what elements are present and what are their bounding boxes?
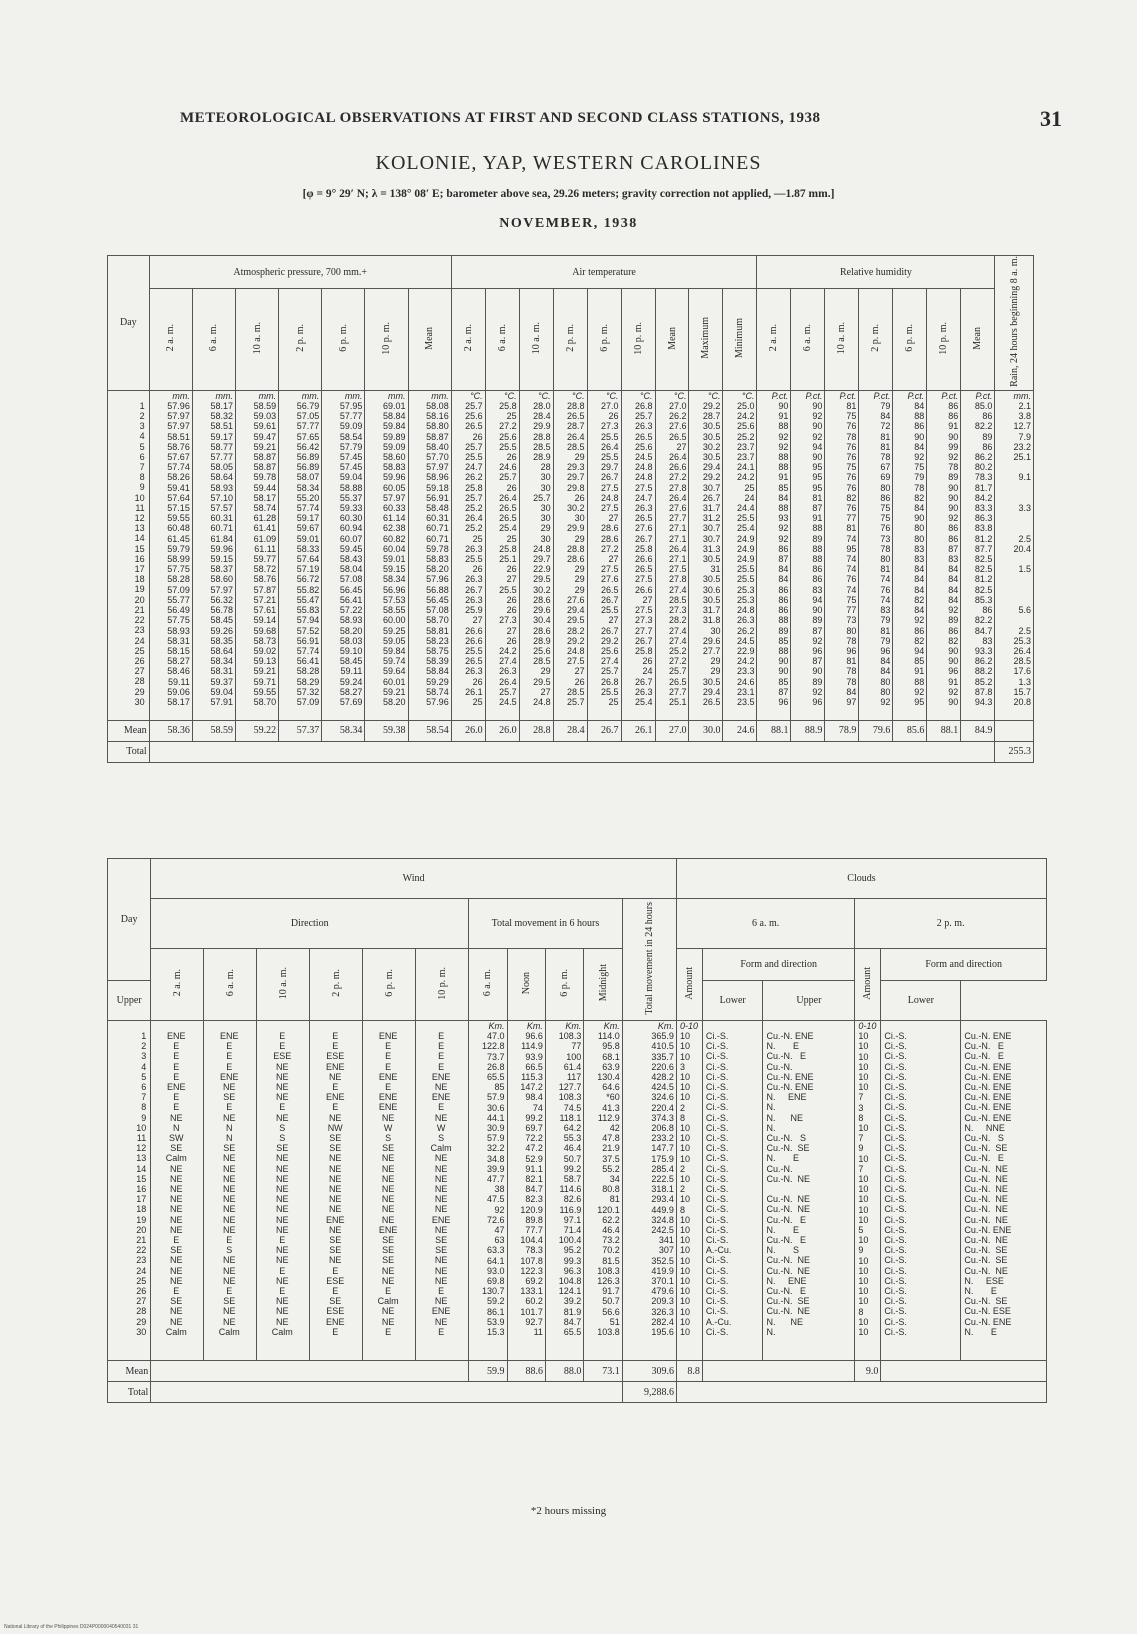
- mean-row: [108, 720, 1034, 741]
- col-header: Mean: [408, 289, 451, 391]
- col-header: Noon: [507, 949, 545, 1021]
- mean-blank: [881, 1361, 1047, 1382]
- amount-6am-header: Amount: [676, 949, 702, 1021]
- col-header: Mean: [961, 289, 995, 391]
- rh-2pm-column: P.ct. 79 84 72 81 81 78 67 69 80 86 75 75 76 73 78 80 81 74 76 74 83 79 81 79 96 84 84 80 80 92: [859, 390, 893, 720]
- temp-min-column: °C. 25.0 24.2 25.6 25.2 23.7 23.7 24.1 24.2 25 24 24.4 25.5 25.4 24.9 24.9 24.9 25.5 25.5 25.3 25.3 24.8 26.3 26.2 24.5 22.9 24.2 23.3 24.6 23.1 23.5: [723, 390, 757, 720]
- temp-2am-column: °C. 25.7 25.6 26.5 26 25.7 25.5 24.7 26.2 25.8 25.7 25.2 26.4 25.2 25 26.3 25.5 26 26.3 26.7 26.3 25.9 27 26.6 26.6 25.5 26.5 26.3 26 26.1 25: [451, 390, 485, 720]
- station-coordinates: [φ = 9° 29′ N; λ = 138° 08′ E; barometer above sea, 29.26 meters; gravity correction not applied, —1.87 mm.]: [302, 188, 835, 200]
- running-title: METEOROLOGICAL OBSERVATIONS AT FIRST AND SECOND CLASS STATIONS, 1938: [180, 110, 821, 126]
- mean-cell: 27.0: [655, 720, 689, 741]
- mean-cell: 28.4: [553, 720, 587, 741]
- col-header: 10 a. m.: [519, 289, 553, 391]
- col-header: 2 a. m.: [149, 289, 192, 391]
- movement-midnight-column: Km. 114.0 95.8 68.1 63.9 130.4 64.6 *60 41.3 112.9 42 47.8 21.9 37.5 55.2 34 80.8 81 120.1 62.2 46.4 73.2 70.2 81.5 108.3 126.3 91.7 50.7 56.6 51 103.8: [584, 1021, 622, 1361]
- total-label: Total: [108, 1382, 151, 1403]
- mean-cell: 59.22: [235, 720, 278, 741]
- col-header: 10 a. m.: [825, 289, 859, 391]
- mean-cell: 9.0: [855, 1361, 881, 1382]
- pressure-6am-column: mm. 58.17 58.32 58.51 59.17 58.77 57.77 58.05 58.64 58.93 57.10 57.57 60.31 60.71 61.84 59.96 59.15 58.37 58.60 57.97 56.32 56.78 58.45 59.26 58.35 58.64 58.34 58.31 59.37 59.04 57.91: [192, 390, 235, 720]
- rh-6am-column: P.ct. 90 92 90 92 94 90 95 95 95 81 87 91 88 89 88 88 86 86 83 94 90 89 87 92 96 87 90 89 92 96: [791, 390, 825, 720]
- col-header: 2 p. m.: [310, 949, 363, 1021]
- mean-cell: 59.9: [469, 1361, 507, 1382]
- temp-6pm-column: °C. 27.0 26 27.3 25.5 26.4 25.5 29.7 26.7 27.5 24.8 27.5 27 28.6 28.6 27.2 27 27.5 27.6 26.5 26.7 25.5 27 26.7 29.2 25.6 27.4 25.7 26.8 25.5 25: [587, 390, 621, 720]
- col-header: 6 p. m.: [363, 949, 416, 1021]
- direction-2pm-column: E E ESE ENE NE E ENE E NE NW SE SE NE NE NE NE NE NE ENE NE SE SE NE E ESE E SE ESE ENE E: [310, 1021, 363, 1361]
- day-column: 1 2 3 4 5 6 7 8 9 10 11 12 13 14 15 16 17 18 19 20 21 22 23 24 25 26 27 28 29 30: [108, 390, 150, 720]
- mean-cell: 59.38: [365, 720, 408, 741]
- direction-10pm-column: E E E E ENE NE ENE E NE W S Calm NE NE NE NE NE NE ENE NE SE SE NE NE NE E NE ENE NE E: [416, 1021, 469, 1361]
- station-title: KOLONIE, YAP, WESTERN CAROLINES: [375, 152, 762, 174]
- upper-header: Upper: [108, 981, 151, 1021]
- col-header: 10 p. m.: [416, 949, 469, 1021]
- mean-cell: 73.1: [584, 1361, 622, 1382]
- form-6am-header: Form and direction: [702, 949, 855, 981]
- mean-cell: 57.37: [279, 720, 322, 741]
- cloud-upper-2pm-column: Ci.-S. Ci.-S. Ci.-S. Ci.-S. Ci.-S. Ci.-S. Ci.-S. Ci.-S. Ci.-S. Ci.-S. Ci.-S. Ci.-S. Ci.-S. Ci.-S. Ci.-S. Ci.-S. Ci.-S. Ci.-S. Ci.-S. Ci.-S. Ci.-S. Ci.-S. Ci.-S. Ci.-S. Ci.-S. Ci.-S. Ci.-S. Ci.-S. Ci.-S. Ci.-S.: [881, 1021, 961, 1361]
- mean-cell: [995, 720, 1034, 741]
- col-header: Minimum: [723, 289, 757, 391]
- total-movement-header: Total movement in 24 hours: [622, 899, 676, 1021]
- temp-6am-column: °C. 25.8 25 27.2 25.6 25.5 26 24.6 25.7 26 26.4 26.5 26.5 25.4 25 25.8 25.1 26 27 25.5 26 26 27.3 27 26 24.2 27.4 26.3 26.4 25.7 24.5: [485, 390, 519, 720]
- direction-header: Direction: [151, 899, 469, 949]
- lower-header: Lower: [881, 981, 961, 1021]
- movement-header: Total movement in 6 hours: [469, 899, 623, 949]
- pressure-temperature-humidity-table: [107, 255, 1034, 763]
- total-blank: [149, 741, 995, 762]
- mean-cell: 28.8: [519, 720, 553, 741]
- pressure-header: Atmospheric pressure, 700 mm.+: [149, 256, 451, 289]
- col-header: Midnight: [584, 949, 622, 1021]
- col-header: 2 p. m.: [553, 289, 587, 391]
- rh-mean-column: P.ct. 85.0 86 82.2 89 86 86.2 80.2 78.3 81.7 84.2 83.3 86.3 83.8 81.2 87.7 82.5 82.5 81.2 82.5 85.3 86 82.2 84.7 83 93.3 86.2 88.2 85.2 87.8 94.3: [961, 390, 995, 720]
- mean-cell: 88.1: [927, 720, 961, 741]
- mean-blank: [151, 1361, 469, 1382]
- mean-blank: [702, 1361, 855, 1382]
- col-header: 10 a. m.: [235, 289, 278, 391]
- mean-row: [108, 1361, 1047, 1382]
- scan-credit: National Library of the Philippines D024P0000040540031 31: [4, 1624, 139, 1630]
- col-header: 6 p. m.: [893, 289, 927, 391]
- pressure-2am-column: mm. 57.96 57.97 57.97 58.51 58.76 57.67 57.74 58.26 59.41 57.64 57.15 59.55 60.48 61.45 59.79 58.99 57.75 58.28 57.09 55.77 56.49 57.75 58.93 58.31 58.15 58.27 58.46 59.11 59.06 58.17: [149, 390, 192, 720]
- movement-total-column: Km. 365.9 410.5 335.7 220.6 428.2 424.5 324.6 220.4 374.3 206.8 233.2 147.7 175.9 285.4 222.5 318.1 293.4 449.9 324.8 242.5 341 307 352.5 419.9 370.1 479.6 209.3 326.3 282.4 195.6: [622, 1021, 676, 1361]
- cloud-lower-2pm-column: Cu.-N. ENE Cu.-N. E Cu.-N. E Cu.-N. ENE Cu.-N. ENE Cu.-N. ENE Cu.-N. ENE Cu.-N. ENE Cu.-N. ENE N. NNE Cu.-N. S Cu.-N. SE Cu.-N. E Cu.-N. NE Cu.-N. NE Cu.-N. NE Cu.-N. NE Cu.-N. NE Cu.-N. NE Cu.-N. ENE Cu.-N. NE Cu.-N. SE Cu.-N. SE Cu.-N. NE N. ESE N. E Cu.-N. SE Cu.-N. ESE Cu.-N. ENE N. E: [961, 1021, 1047, 1361]
- mean-cell: 88.1: [757, 720, 791, 741]
- pressure-10am-column: mm. 58.59 59.03 59.61 59.47 59.21 58.87 58.87 59.78 59.44 58.17 58.74 61.28 61.41 61.09 61.11 59.77 58.72 58.76 57.87 57.21 57.61 59.14 59.68 58.73 59.02 59.13 59.21 59.71 59.55 58.70: [235, 390, 278, 720]
- temp-10am-column: °C. 28.0 28.4 29.9 28.8 28.5 28.9 28 30 30 25.7 30 30 29 30 24.8 29.7 22.9 29.5 30.2 28.6 29.6 30.4 28.6 28.9 25.6 28.5 29 29.5 27 24.8: [519, 390, 553, 720]
- clouds-2pm-header: 2 p. m.: [855, 899, 1047, 949]
- col-header: Mean: [655, 289, 689, 391]
- col-header: Maximum: [689, 289, 723, 391]
- air-temperature-header: Air temperature: [451, 256, 757, 289]
- mean-cell: 58.34: [322, 720, 365, 741]
- form-2pm-header: Form and direction: [881, 949, 1047, 981]
- col-header: 6 p. m.: [322, 289, 365, 391]
- movement-6pm-column: Km. 108.3 77 100 61.4 117 127.7 108.3 74.5 118.1 64.2 55.3 46.4 50.7 99.2 58.7 114.6 82.6 116.9 97.1 71.4 100.4 95.2 99.3 96.3 104.8 124.1 39.2 81.9 84.7 65.5: [545, 1021, 583, 1361]
- direction-6pm-column: ENE E E E ENE E ENE ENE NE W S SE NE NE NE NE NE NE NE ENE SE SE SE NE NE E Calm NE NE E: [363, 1021, 416, 1361]
- mean-cell: 26.1: [621, 720, 655, 741]
- clouds-6am-header: 6 a. m.: [676, 899, 854, 949]
- mean-cell: 8.8: [676, 1361, 702, 1382]
- col-header: 6 a. m.: [204, 949, 257, 1021]
- col-header: 10 p. m.: [621, 289, 655, 391]
- temp-max-column: °C. 29.2 28.7 30.5 30.5 30.2 30.5 29.4 29.2 30.7 26.7 31.7 31.2 30.7 30.7 31.3 30.5 31 30.5 30.6 30.5 31.7 31.8 30 29.6 27.7 29 29 30.5 29.4 26.5: [689, 390, 723, 720]
- rh-10pm-column: P.ct. 86 86 91 90 99 92 78 89 90 90 90 92 86 86 87 83 84 84 84 84 92 89 86 82 90 90 96 91 92 90: [927, 390, 961, 720]
- col-header: 6 p. m.: [587, 289, 621, 391]
- col-header: 2 a. m.: [451, 289, 485, 391]
- day-header: Day: [108, 256, 150, 391]
- col-header: 6 a. m.: [192, 289, 235, 391]
- mean-label: Mean: [108, 1361, 151, 1382]
- temp-10pm-column: °C. 26.8 25.7 26.3 26.5 25.6 24.5 24.8 24.8 27.5 24.7 26.3 26.5 27.6 26.7 25.8 26.6 26.5 27.5 26.6 27 27.5 27.3 27.7 26.7 25.8 26 24 26.7 26.3 25.4: [621, 390, 655, 720]
- mean-cell: 26.0: [485, 720, 519, 741]
- mean-cell: 26.0: [451, 720, 485, 741]
- rh-10am-column: P.ct. 81 75 76 78 76 76 75 76 76 82 76 77 81 74 95 74 74 76 74 75 77 73 80 78 96 81 78 78 84 97: [825, 390, 859, 720]
- rain-total: 255.3: [995, 741, 1034, 762]
- mean-cell: 88.6: [507, 1361, 545, 1382]
- rh-6pm-column: P.ct. 84 88 86 90 84 92 75 79 78 82 84 90 80 80 83 83 84 84 84 82 84 92 86 82 94 85 91 88 92 95: [893, 390, 927, 720]
- direction-6am-column: ENE E E E ENE NE SE E NE N N SE NE NE NE NE NE NE NE NE E S NE NE NE E SE NE NE Calm: [204, 1021, 257, 1361]
- amount-2pm-header: Amount: [855, 949, 881, 1021]
- mean-cell: 58.36: [149, 720, 192, 741]
- mean-cell: 85.6: [893, 720, 927, 741]
- col-header: 6 a. m.: [469, 949, 507, 1021]
- col-header: 2 a. m.: [151, 949, 204, 1021]
- cloud-amount-2pm-column: 0-10 10 10 10 10 10 10 7 3 8 10 7 9 10 7 10 10 10 10 10 5 10 9 10 10 10 10 10 8 10 10: [855, 1021, 881, 1361]
- mean-cell: 58.54: [408, 720, 451, 741]
- wind-clouds-table: [107, 858, 1047, 1403]
- direction-2am-column: ENE E E E E ENE E E NE N SW SE Calm NE NE NE NE NE NE NE E SE NE NE NE E SE NE NE Calm: [151, 1021, 204, 1361]
- col-header: 10 a. m.: [257, 949, 310, 1021]
- col-header: 6 p. m.: [545, 949, 583, 1021]
- page-number: 31: [1040, 106, 1062, 131]
- total-label: Total: [108, 741, 150, 762]
- mean-cell: 30.0: [689, 720, 723, 741]
- cloud-lower-6am-column: Cu.-N. ENE N. E Cu.-N. E Cu.-N. Cu.-N. ENE Cu.-N. ENE N. ENE N. N. NE N. Cu.-N. S Cu.-N. SE N. E Cu.-N. Cu.-N. NE Cu.-N. NE Cu.-N. NE Cu.-N. E N. E Cu.-N. E N. S Cu.-N. NE Cu.-N. NE N. ENE Cu.-N. E Cu.-N. SE Cu.-N. NE N. NE N.: [763, 1021, 855, 1361]
- total-row: [108, 741, 1034, 762]
- mean-cell: 26.7: [587, 720, 621, 741]
- mean-cell: 79.6: [859, 720, 893, 741]
- lower-header: Lower: [702, 981, 763, 1021]
- col-header: 2 p. m.: [279, 289, 322, 391]
- col-header: 10 p. m.: [365, 289, 408, 391]
- relative-humidity-header: Relative humidity: [757, 256, 995, 289]
- day-column: 1 2 3 4 5 6 7 8 9 10 11 12 13 14 15 16 17 18 19 20 21 22 23 24 25 26 27 28 29 30: [108, 1021, 151, 1361]
- mean-cell: 84.9: [961, 720, 995, 741]
- temp-2pm-column: °C. 28.8 26.5 28.7 26.4 28.5 29 29.3 29.7 29.8 26 30.2 30 29.9 29 28.8 28.6 29 29 29 27.6 29.4 29.5 28.2 29.2 24.8 27.5 27 26 28.5 25.7: [553, 390, 587, 720]
- col-header: 6 a. m.: [791, 289, 825, 391]
- total-blank: [676, 1382, 1046, 1403]
- col-header: 6 a. m.: [485, 289, 519, 391]
- pressure-6pm-column: mm. 57.95 57.77 59.09 58.54 57.79 57.45 57.45 59.04 58.88 55.37 59.33 60.30 60.94 60.07 59.45 58.43 58.04 57.08 56.45 56.41 57.22 58.93 58.20 58.03 59.10 58.45 59.11 59.24 58.27 57.69: [322, 390, 365, 720]
- pressure-mean-column: mm. 58.08 58.16 58.80 58.87 58.40 57.70 57.97 58.96 59.18 56.91 58.48 60.31 60.71 60.71 59.78 58.83 58.20 57.96 56.88 56.45 57.08 58.70 58.81 58.23 58.75 58.39 58.84 59.29 58.74 57.96: [408, 390, 451, 720]
- clouds-header: Clouds: [676, 859, 1046, 899]
- col-header: 2 a. m.: [757, 289, 791, 391]
- mean-label: Mean: [108, 720, 150, 741]
- total-blank: [151, 1382, 622, 1403]
- cloud-amount-6am-column: 0-10 10 10 10 3 10 10 10 2 8 10 10 10 10 2 10 2 10 8 10 10 10 10 10 10 10 10 10 10 10 10: [676, 1021, 702, 1361]
- mean-cell: 78.9: [825, 720, 859, 741]
- movement-noon-column: Km. 96.6 114.9 93.9 66.5 115.3 147.2 98.4 74 99.2 69.7 72.2 47.2 52.9 91.1 82.1 84.7 82.3 120.9 89.8 77.7 104.4 78.3 107.8 122.3 69.2 133.1 60.2 101.7 92.7 11: [507, 1021, 545, 1361]
- mean-cell: 88.9: [791, 720, 825, 741]
- pressure-2pm-column: mm. 56.79 57.05 57.77 57.65 56.42 56.89 56.89 58.07 58.34 55.20 57.74 59.17 59.67 59.01 58.33 57.64 57.19 56.72 55.82 55.47 55.83 57.94 57.52 56.91 57.74 56.41 58.28 58.29 57.32 57.09: [279, 390, 322, 720]
- direction-10am-column: E E ESE NE NE NE NE E NE S S SE NE NE NE NE NE NE NE NE E NE NE E NE E NE NE NE Calm: [257, 1021, 310, 1361]
- mean-cell: 24.6: [723, 720, 757, 741]
- total-row: [108, 1382, 1047, 1403]
- pressure-10pm-column: mm. 69.01 58.84 59.84 59.89 59.09 58.60 58.83 59.96 60.05 57.97 60.33 61.14 62.38 60.82 60.04 59.01 59.15 58.34 56.96 57.53 58.55 60.00 59.25 59.05 59.84 59.74 59.64 60.01 59.21 58.20: [365, 390, 408, 720]
- rain-column: mm. 2.1 3.8 12.7 7.9 23.2 25.1 9.1 3.3 2.5 20.4 1.5 5.6 2.5 25.3 26.4 28.5 17.6 1.3 15.7 20.8: [995, 390, 1034, 720]
- col-header: 2 p. m.: [859, 289, 893, 391]
- footnote: *2 hours missing: [530, 1505, 607, 1517]
- day-header: Day: [108, 859, 151, 981]
- movement-6am-column: Km. 47.0 122.8 73.7 26.8 65.5 85 57.9 30.6 44.1 30.9 57.9 32.2 34.8 39.9 47.7 38 47.5 92 72.6 47 63 63.3 64.1 93.0 69.8 130.7 59.2 86.1 53.9 15.3: [469, 1021, 507, 1361]
- mean-cell: 309.6: [622, 1361, 676, 1382]
- cloud-upper-6am-column: Ci.-S. Ci.-S. Ci.-S. Ci.-S. Ci.-S. Ci.-S. Ci.-S. Ci.-S. Ci.-S. Ci.-S. Ci.-S. Ci.-S. Ci.-S. Ci.-S. Ci.-S. Ci.-S. Ci.-S. Ci.-S. Ci.-S. Ci.-S. Ci.-S. A.-Cu. Ci.-S. Ci.-S. Ci.-S. Ci.-S. Ci.-S. Ci.-S. A.-Cu. Ci.-S.: [702, 1021, 763, 1361]
- month-title: NOVEMBER, 1938: [499, 216, 638, 231]
- upper-header: Upper: [763, 981, 855, 1021]
- mean-cell: 58.59: [192, 720, 235, 741]
- rain-header: Rain, 24 hours beginning 8 a. m.: [995, 256, 1034, 391]
- movement-grand-total: 9,288.6: [622, 1382, 676, 1403]
- rh-2am-column: P.ct. 90 91 88 92 92 88 88 91 85 84 88 93 92 92 86 87 84 84 86 86 86 88 89 85 88 90 90 85 87 96: [757, 390, 791, 720]
- wind-header: Wind: [151, 859, 677, 899]
- col-header: 10 p. m.: [927, 289, 961, 391]
- mean-cell: 88.0: [545, 1361, 583, 1382]
- temp-mean-column: °C. 27.0 26.2 27.6 26.5 27 26.4 26.6 27.2 27.8 26.4 27.6 27.7 27.1 27.1 26.4 27.1 27.5 27.8 27.4 28.5 27.3 28.2 27.4 27.4 25.2 27.2 25.7 26.5 27.7 25.1: [655, 390, 689, 720]
